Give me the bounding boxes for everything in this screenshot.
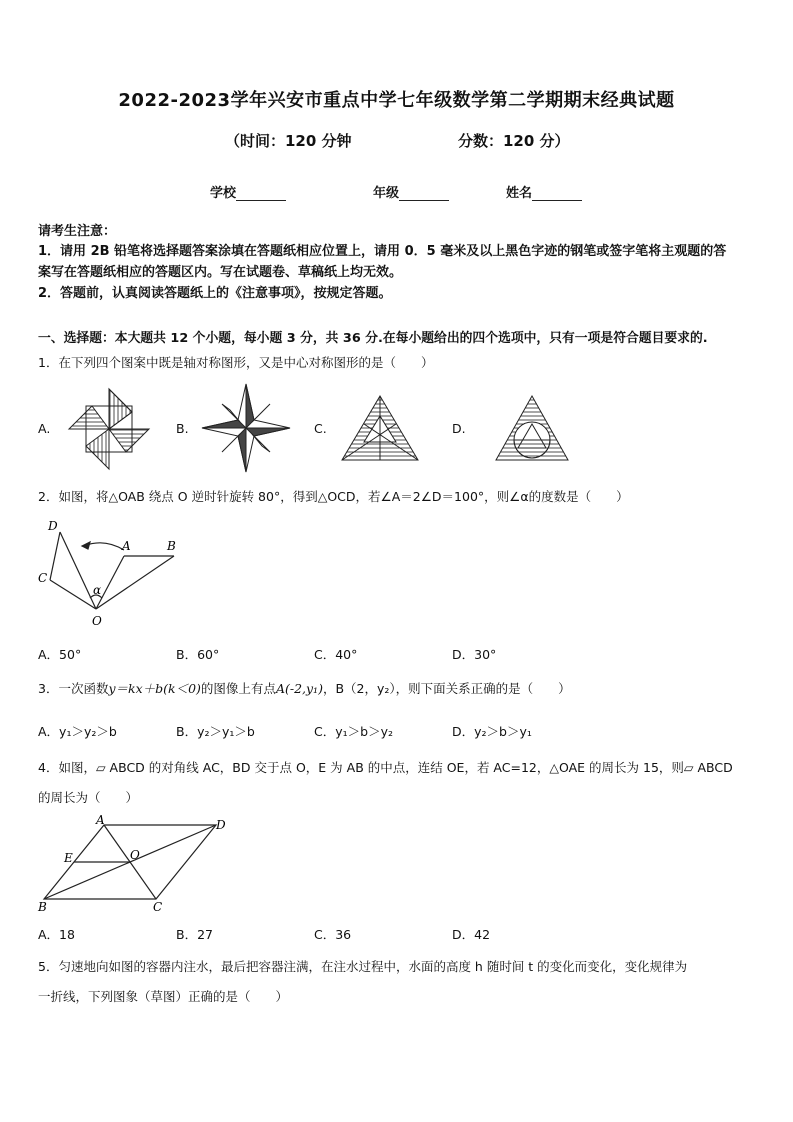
q3-option-d[interactable]: D．y₂＞b＞y₁ — [452, 724, 532, 739]
question-1-stem: 1．在下列四个图案中既是轴对称图形，又是中心对称图形的是（ ） — [38, 355, 434, 370]
q2-label-alpha: α — [93, 583, 102, 597]
q1-option-c-label[interactable]: C. — [314, 421, 327, 436]
grade-blank[interactable] — [399, 186, 449, 201]
name-field[interactable] — [506, 182, 582, 201]
notice-heading: 请考生注意： — [38, 224, 117, 239]
q1-figure-d-triangle-circle[interactable] — [494, 394, 570, 464]
school-blank[interactable] — [236, 186, 286, 201]
q4-label-d: D — [216, 818, 226, 832]
q2-option-d[interactable]: D．30° — [452, 647, 497, 662]
q1-figure-a-pinwheel[interactable] — [64, 384, 154, 474]
q3-stem-part-3: ，B（2，y₂），则下面关系正确的是（ ） — [322, 681, 571, 696]
q4-label-c: C — [153, 900, 163, 914]
notice-line-1: 1．请用 2B 铅笔将选择题答案涂填在答题纸相应位置上，请用 0．5 毫米及以上黑色字迹的钢笔或签字笔将主观题的答 — [38, 244, 727, 259]
q4-label-e: E — [64, 851, 73, 865]
q1-figure-c-triangle[interactable] — [340, 394, 420, 464]
section-heading: 一、选择题：本大题共 12 个小题，每小题 3 分，共 36 分.在每小题给出的四个选项中，只有一项是符合题目要求的. — [38, 331, 708, 346]
school-field[interactable] — [210, 182, 286, 201]
q2-label-b: B — [167, 539, 176, 553]
question-5-stem-line-1: 5．匀速地向如图的容器内注水，最后把容器注满，在注水过程中，水面的高度 h 随时间 t 的变化而变化，变化规律为 — [38, 959, 688, 974]
q2-option-b[interactable]: B．60° — [176, 647, 220, 662]
exam-time: （时间：120 分钟 — [225, 132, 352, 150]
q3-option-a[interactable]: A．y₁＞y₂＞b — [38, 724, 117, 739]
q1-option-a-label[interactable]: A. — [38, 421, 51, 436]
q2-label-c: C — [38, 571, 48, 585]
q3-formula: y＝kx＋b(k＜0) — [108, 681, 201, 696]
q1-option-b-label[interactable]: B. — [176, 421, 189, 436]
notice-line-2: 案写在答题纸相应的答题区内。写在试题卷、草稿纸上均无效。 — [38, 265, 403, 280]
grade-field[interactable] — [373, 182, 449, 201]
q4-label-a: A — [96, 815, 105, 827]
name-label: 姓名 — [506, 186, 533, 201]
grade-label: 年级 — [373, 186, 400, 201]
q4-label-b: B — [38, 900, 47, 914]
question-3-stem — [38, 679, 571, 699]
q2-option-c[interactable]: C．40° — [314, 647, 358, 662]
q3-point-a: A(-2,y₁) — [275, 681, 323, 696]
q4-option-a[interactable]: A．18 — [38, 927, 75, 942]
q2-label-o: O — [92, 614, 102, 628]
q1-figure-b-star[interactable] — [200, 382, 292, 474]
q4-option-d[interactable]: D．42 — [452, 927, 491, 942]
q3-option-b[interactable]: B．y₂＞y₁＞b — [176, 724, 255, 739]
exam-score: 分数：120 分） — [458, 132, 570, 150]
exam-title: 2022-2023学年兴安市重点中学七年级数学第二学期期末经典试题 — [118, 90, 675, 111]
q2-option-a[interactable]: A．50° — [38, 647, 82, 662]
q4-option-c[interactable]: C．36 — [314, 927, 352, 942]
school-label: 学校 — [210, 186, 237, 201]
q2-label-d: D — [48, 519, 58, 533]
q3-stem-part-1: 3．一次函数 — [38, 681, 109, 696]
question-5-stem-line-2: 一折线，下列图象（草图）正确的是（ ） — [38, 989, 289, 1004]
q4-label-o: O — [130, 848, 140, 862]
question-4-stem-line-1: 4．如图，▱ ABCD 的对角线 AC，BD 交于点 O，E 为 AB 的中点，连结 OE，若 AC=12，△OAE 的周长为 15，则▱ ABCD — [38, 760, 733, 775]
q1-option-d-label[interactable]: D. — [452, 421, 466, 436]
notice-line-3: 2．答题前，认真阅读答题纸上的《注意事项》，按规定答题。 — [38, 286, 392, 301]
q3-stem-part-2: 的图像上有点 — [200, 681, 276, 696]
question-2-stem: 2．如图，将△OAB 绕点 O 逆时针旋转 80°，得到△OCD，若∠A＝2∠D＝100°，则∠α的度数是（ ） — [38, 489, 629, 504]
question-4-stem-line-2: 的周长为（ ） — [38, 790, 139, 805]
q4-option-b[interactable]: B．27 — [176, 927, 213, 942]
q2-label-a: A — [122, 539, 131, 553]
name-blank[interactable] — [532, 186, 582, 201]
q4-parallelogram-figure[interactable] — [36, 815, 232, 915]
q3-option-c[interactable]: C．y₁＞b＞y₂ — [314, 724, 393, 739]
q2-rotation-figure[interactable] — [36, 516, 186, 632]
